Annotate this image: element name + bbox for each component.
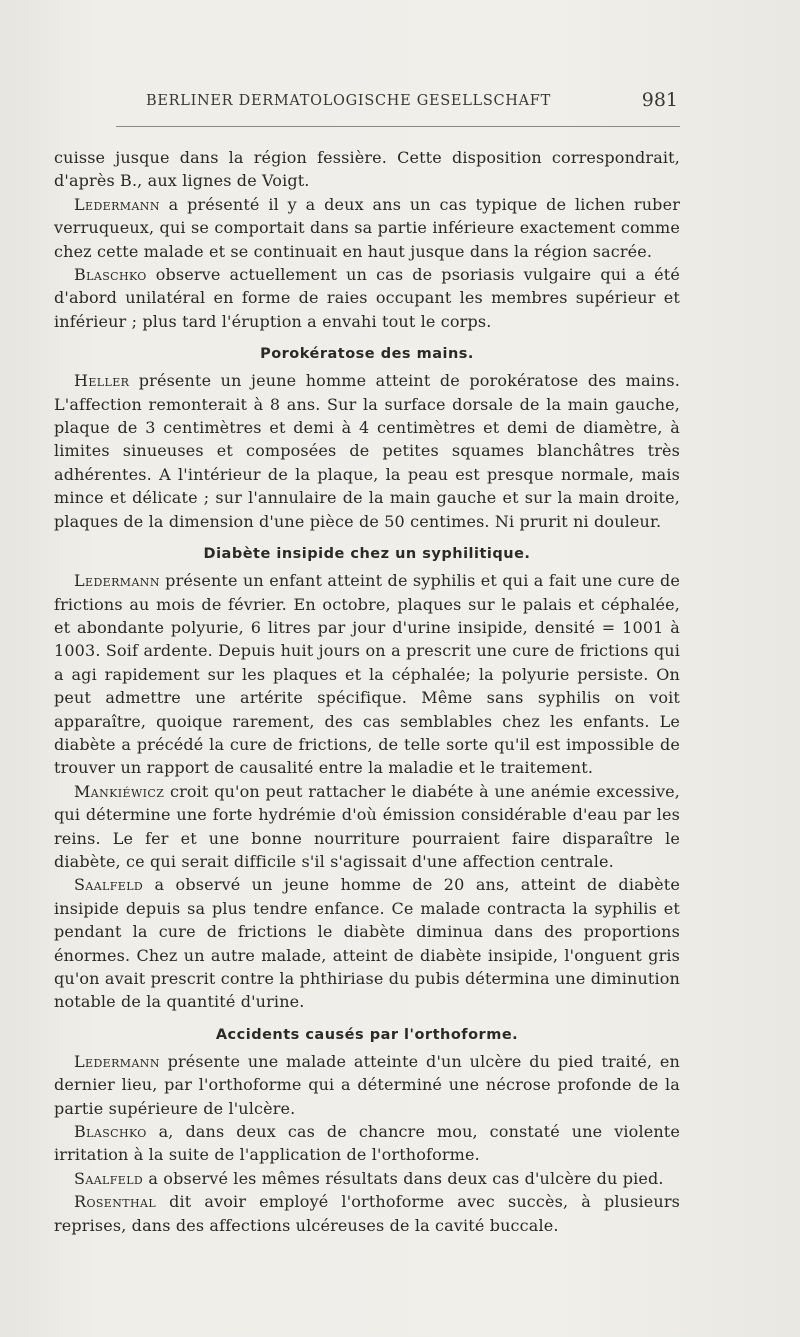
- author-name: Saalfeld: [74, 1168, 144, 1188]
- section-heading-orthoforme: Accidents causés par l'orthoforme.: [215, 1026, 519, 1043]
- paragraph-mankiewicz: [54, 780, 680, 874]
- paragraph-rosenthal: [54, 1190, 680, 1237]
- author-name: Blaschko: [74, 265, 147, 285]
- paragraph-text: croit qu'on peut rattacher le diabéte à une anémie excessive, qui détermine une forte hydrémie d'où émission considérable d'eau par les reins. Le fer et une bonne nourriture pourraient faire disparaître le diabète, ce qui serait difficile s'il s'agissait d'une affection centrale.: [54, 781, 680, 871]
- paragraph-saalfeld-diabete: [54, 873, 680, 1013]
- section-heading-diabete: Diabète insipide chez un syphilitique.: [203, 546, 531, 563]
- paragraph-text: a observé les mêmes résultats dans deux cas d'ulcère du pied.: [143, 1168, 664, 1188]
- paragraph-ledermann-diabete: [54, 569, 680, 780]
- running-header: [146, 89, 680, 115]
- author-name: Ledermann: [74, 194, 160, 214]
- author-name: Ledermann: [74, 571, 160, 591]
- header-rule: [116, 126, 680, 127]
- section-heading-porokeratose: Porokératose des mains.: [260, 346, 474, 363]
- author-name: Heller: [74, 371, 130, 391]
- paragraph-text: a présenté il y a deux ans un cas typique de lichen ruber verruqueux, qui se comportait dans sa partie inférieure exactement comme chez cette malade et se continuait en haut jusque dans la région sacrée.: [54, 194, 680, 261]
- page-number: 981: [641, 89, 678, 111]
- paragraph-text: dit avoir employé l'orthoforme avec succès, à plusieurs reprises, dans des affections ulcéreuses de la cavité buccale.: [54, 1192, 680, 1235]
- author-name: Blaschko: [74, 1122, 147, 1142]
- paragraph-heller: [54, 369, 680, 533]
- author-name: Rosenthal: [74, 1192, 157, 1212]
- paragraph-ledermann-lichen: [54, 193, 680, 263]
- paragraph-ledermann-orthoforme: [54, 1050, 680, 1120]
- paragraph-text: a observé un jeune homme de 20 ans, atteint de diabète insipide depuis sa plus tendre enfance. Ce malade contracta la syphilis et pendant la cure de frictions le diabète diminua dans des proportions énormes. Chez un autre malade, atteint de diabète insipide, l'onguent gris qu'on avait prescrit contre la phthiriase du pubis détermina une diminution notable de la quantité d'urine.: [54, 875, 680, 1012]
- author-name: Ledermann: [74, 1051, 160, 1071]
- paragraph-blaschko-psoriasis: [54, 263, 680, 333]
- paragraph-continuation: cuisse jusque dans la région fessière. Cette disposition correspondrait, d'après B., aux lignes de Voigt.: [54, 148, 680, 191]
- author-name: Saalfeld: [74, 875, 144, 895]
- running-title: BERLINER DERMATOLOGISCHE GESELLSCHAFT: [146, 93, 551, 109]
- author-name: Mankiéwicz: [74, 781, 165, 801]
- paragraph-text: a, dans deux cas de chancre mou, constaté une violente irritation à la suite de l'application de l'orthoforme.: [54, 1122, 680, 1165]
- page-body: [54, 146, 680, 1237]
- paragraph-text: présente une malade atteinte d'un ulcère du pied traité, en dernier lieu, par l'orthoforme qui a déterminé une nécrose profonde de la partie supérieure de l'ulcère.: [54, 1051, 680, 1118]
- paragraph-saalfeld-orthoforme: [54, 1167, 680, 1190]
- paragraph-blaschko-orthoforme: [54, 1120, 680, 1167]
- paragraph-text: observe actuellement un cas de psoriasis vulgaire qui a été d'abord unilatéral en forme de raies occupant les membres supérieur et inférieur ; plus tard l'éruption a envahi tout le corps.: [54, 265, 680, 331]
- paragraph-text: présente un enfant atteint de syphilis et qui a fait une cure de frictions au mois de février. En octobre, plaques sur le palais et céphalée, et abondante polyurie, 6 litres par jour d'urine insipide, densité = 1001 à 1003. Soif ardente. Depuis huit jours on a prescrit une cure de frictions qui a agi rapidement sur les plaques et la céphalée; la polyurie persiste. On peut admettre une artérite spécifique. Même sans syphilis on voit apparaître, quoique rarement, des cas semblables chez les enfants. Le diabète a précédé la cure de frictions, de telle sorte qu'il est impossible de trouver un rapport de causalité entre la maladie et le traitement.: [54, 571, 680, 778]
- paragraph-text: présente un jeune homme atteint de porokératose des mains. L'affection remonterait à 8 ans. Sur la surface dorsale de la main gauche, plaque de 3 centimètres et demi à 4 centimètres et demi de diamètre, à limites sinueuses et composées de petites squames blanchâtres très adhérentes. A l'intérieur de la plaque, la peau est presque normale, mais mince et délicate ; sur l'annulaire de la main gauche et sur la main droite, plaques de la dimension d'une pièce de 50 centimes. Ni prurit ni douleur.: [54, 371, 680, 531]
